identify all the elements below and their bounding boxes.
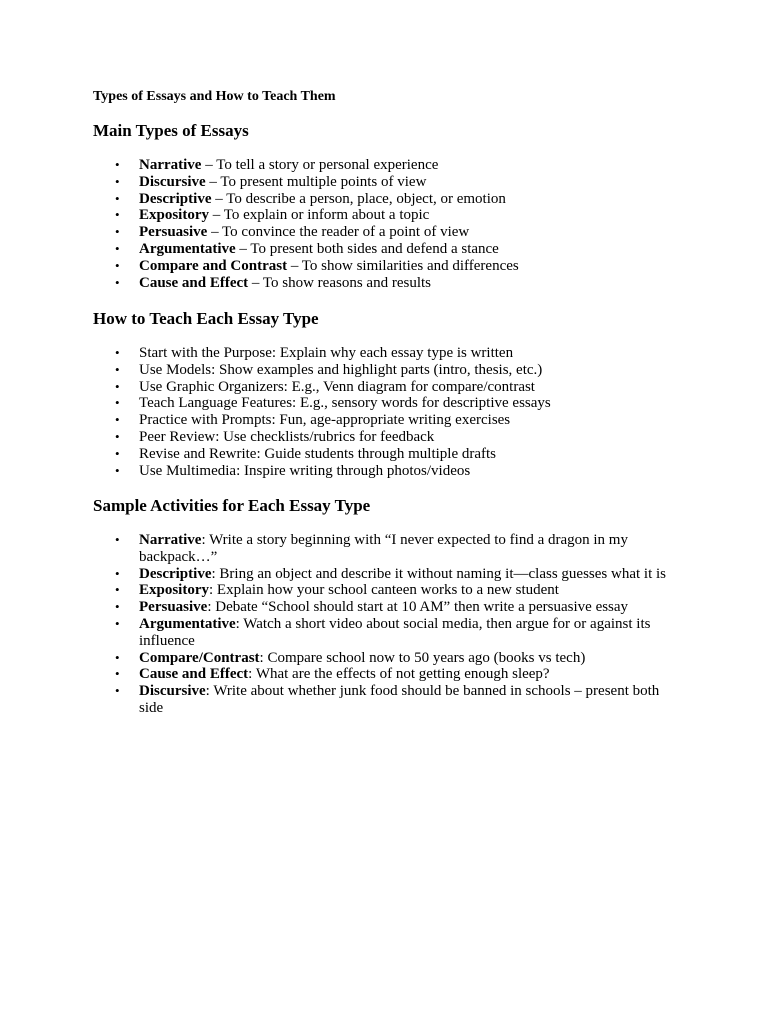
activity-description: : Write about whether junk food should be banned in schools – present both side xyxy=(139,683,660,716)
bullet-icon: • xyxy=(115,565,120,581)
essay-type-description: – To tell a story or personal experience xyxy=(201,157,439,173)
activity-term: Compare/Contrast xyxy=(139,649,260,666)
list-item xyxy=(0,157,679,174)
bullet-icon: • xyxy=(115,157,120,172)
list-item xyxy=(0,241,679,258)
activity-description: : Debate “School should start at 10 AM” then write a persuasive essay xyxy=(207,599,629,616)
bullet-icon: • xyxy=(115,173,120,189)
bullet-icon: • xyxy=(115,666,120,682)
activity-term: Descriptive xyxy=(139,565,212,582)
teaching-tip-text: Revise and Rewrite: Guide students through multiple drafts xyxy=(139,445,497,462)
document-title: Types of Essays and How to Teach Them xyxy=(93,89,336,104)
teaching-tip-text: Use Multimedia: Inspire writing through photos/videos xyxy=(139,462,471,479)
teaching-tips-list xyxy=(0,345,768,479)
activity-description: : Explain how your school canteen works to a new student xyxy=(209,582,559,599)
bullet-icon: • xyxy=(115,683,120,699)
list-item xyxy=(0,275,679,292)
activity-term: Expository xyxy=(139,582,210,599)
section-heading-sample-activities: Sample Activities for Each Essay Type xyxy=(93,496,371,515)
list-item xyxy=(0,174,679,191)
bullet-icon: • xyxy=(115,224,120,240)
list-item xyxy=(0,362,679,379)
section-heading-how-to-teach: How to Teach Each Essay Type xyxy=(93,309,319,328)
activity-term: Narrative xyxy=(139,532,202,548)
bullet-icon: • xyxy=(115,207,120,223)
bullet-icon: • xyxy=(115,190,120,206)
bullet-icon: • xyxy=(115,240,120,256)
bullet-icon: • xyxy=(115,361,120,377)
list-item xyxy=(0,582,679,599)
bullet-icon: • xyxy=(115,445,120,461)
essay-types-list xyxy=(0,157,768,291)
bullet-icon: • xyxy=(115,599,120,615)
bullet-icon: • xyxy=(115,582,120,598)
list-item xyxy=(0,379,679,396)
activity-description: : Bring an object and describe it without naming it—class guesses what it is xyxy=(211,565,666,582)
teaching-tip-text: Peer Review: Use checklists/rubrics for feedback xyxy=(139,428,435,445)
essay-type-description: – To explain or inform about a topic xyxy=(209,207,430,224)
essay-type-description: – To present both sides and defend a stance xyxy=(235,240,499,257)
list-item xyxy=(0,566,679,583)
list-item xyxy=(0,429,679,446)
activity-term: Persuasive xyxy=(139,599,208,616)
bullet-icon: • xyxy=(115,428,120,444)
bullet-icon: • xyxy=(115,615,120,631)
activity-description: : Watch a short video about social media, then argue for or against its influence xyxy=(139,615,651,649)
list-item xyxy=(0,616,679,650)
essay-type-term: Expository xyxy=(139,207,210,224)
essay-type-term: Cause and Effect xyxy=(139,274,249,291)
essay-type-term: Descriptive xyxy=(139,190,212,207)
bullet-icon: • xyxy=(115,532,120,547)
list-item xyxy=(0,532,679,566)
list-item xyxy=(0,345,679,362)
activity-description: : Compare school now to 50 years ago (books vs tech) xyxy=(259,649,586,666)
teaching-tip-text: Practice with Prompts: Fun, age-appropriate writing exercises xyxy=(139,412,511,429)
bullet-icon: • xyxy=(115,378,120,394)
bullet-icon: • xyxy=(115,345,120,360)
bullet-icon: • xyxy=(115,257,120,273)
essay-type-description: – To show similarities and differences xyxy=(287,257,519,274)
section-heading-main-types: Main Types of Essays xyxy=(93,121,249,140)
essay-type-term: Discursive xyxy=(139,173,206,190)
essay-type-description: – To describe a person, place, object, or emotion xyxy=(211,190,506,207)
activity-term: Cause and Effect xyxy=(139,666,249,683)
list-item xyxy=(0,191,679,208)
bullet-icon: • xyxy=(115,395,120,411)
list-item xyxy=(0,224,679,241)
list-item xyxy=(0,258,679,275)
essay-type-description: – To show reasons and results xyxy=(248,274,431,291)
essay-type-term: Argumentative xyxy=(139,240,236,257)
sample-activities-list xyxy=(0,532,768,717)
teaching-tip-text: Start with the Purpose: Explain why each essay type is written xyxy=(139,345,514,361)
list-item xyxy=(0,446,679,463)
essay-type-term: Compare and Contrast xyxy=(139,257,288,274)
teaching-tip-text: Teach Language Features: E.g., sensory words for descriptive essays xyxy=(139,395,551,412)
essay-type-description: – To present multiple points of view xyxy=(205,173,427,190)
bullet-icon: • xyxy=(115,462,120,478)
teaching-tip-text: Use Models: Show examples and highlight parts (intro, thesis, etc.) xyxy=(139,361,543,378)
essay-type-term: Narrative xyxy=(139,157,202,173)
activity-term: Argumentative xyxy=(139,615,236,632)
list-item xyxy=(0,666,679,683)
activity-term: Discursive xyxy=(139,683,206,700)
list-item xyxy=(0,412,679,429)
bullet-icon: • xyxy=(115,412,120,428)
list-item xyxy=(0,599,679,616)
essay-type-description: – To convince the reader of a point of view xyxy=(207,224,470,241)
list-item xyxy=(0,395,679,412)
bullet-icon: • xyxy=(115,274,120,290)
bullet-icon: • xyxy=(115,649,120,665)
essay-type-term: Persuasive xyxy=(139,224,208,241)
activity-description: : Write a story beginning with “I never expected to find a dragon in my backpack…” xyxy=(139,532,628,565)
list-item xyxy=(0,683,679,717)
teaching-tip-text: Use Graphic Organizers: E.g., Venn diagram for compare/contrast xyxy=(139,378,535,395)
activity-description: : What are the effects of not getting enough sleep? xyxy=(248,666,550,683)
list-item xyxy=(0,650,679,667)
list-item xyxy=(0,463,679,480)
list-item xyxy=(0,207,679,224)
